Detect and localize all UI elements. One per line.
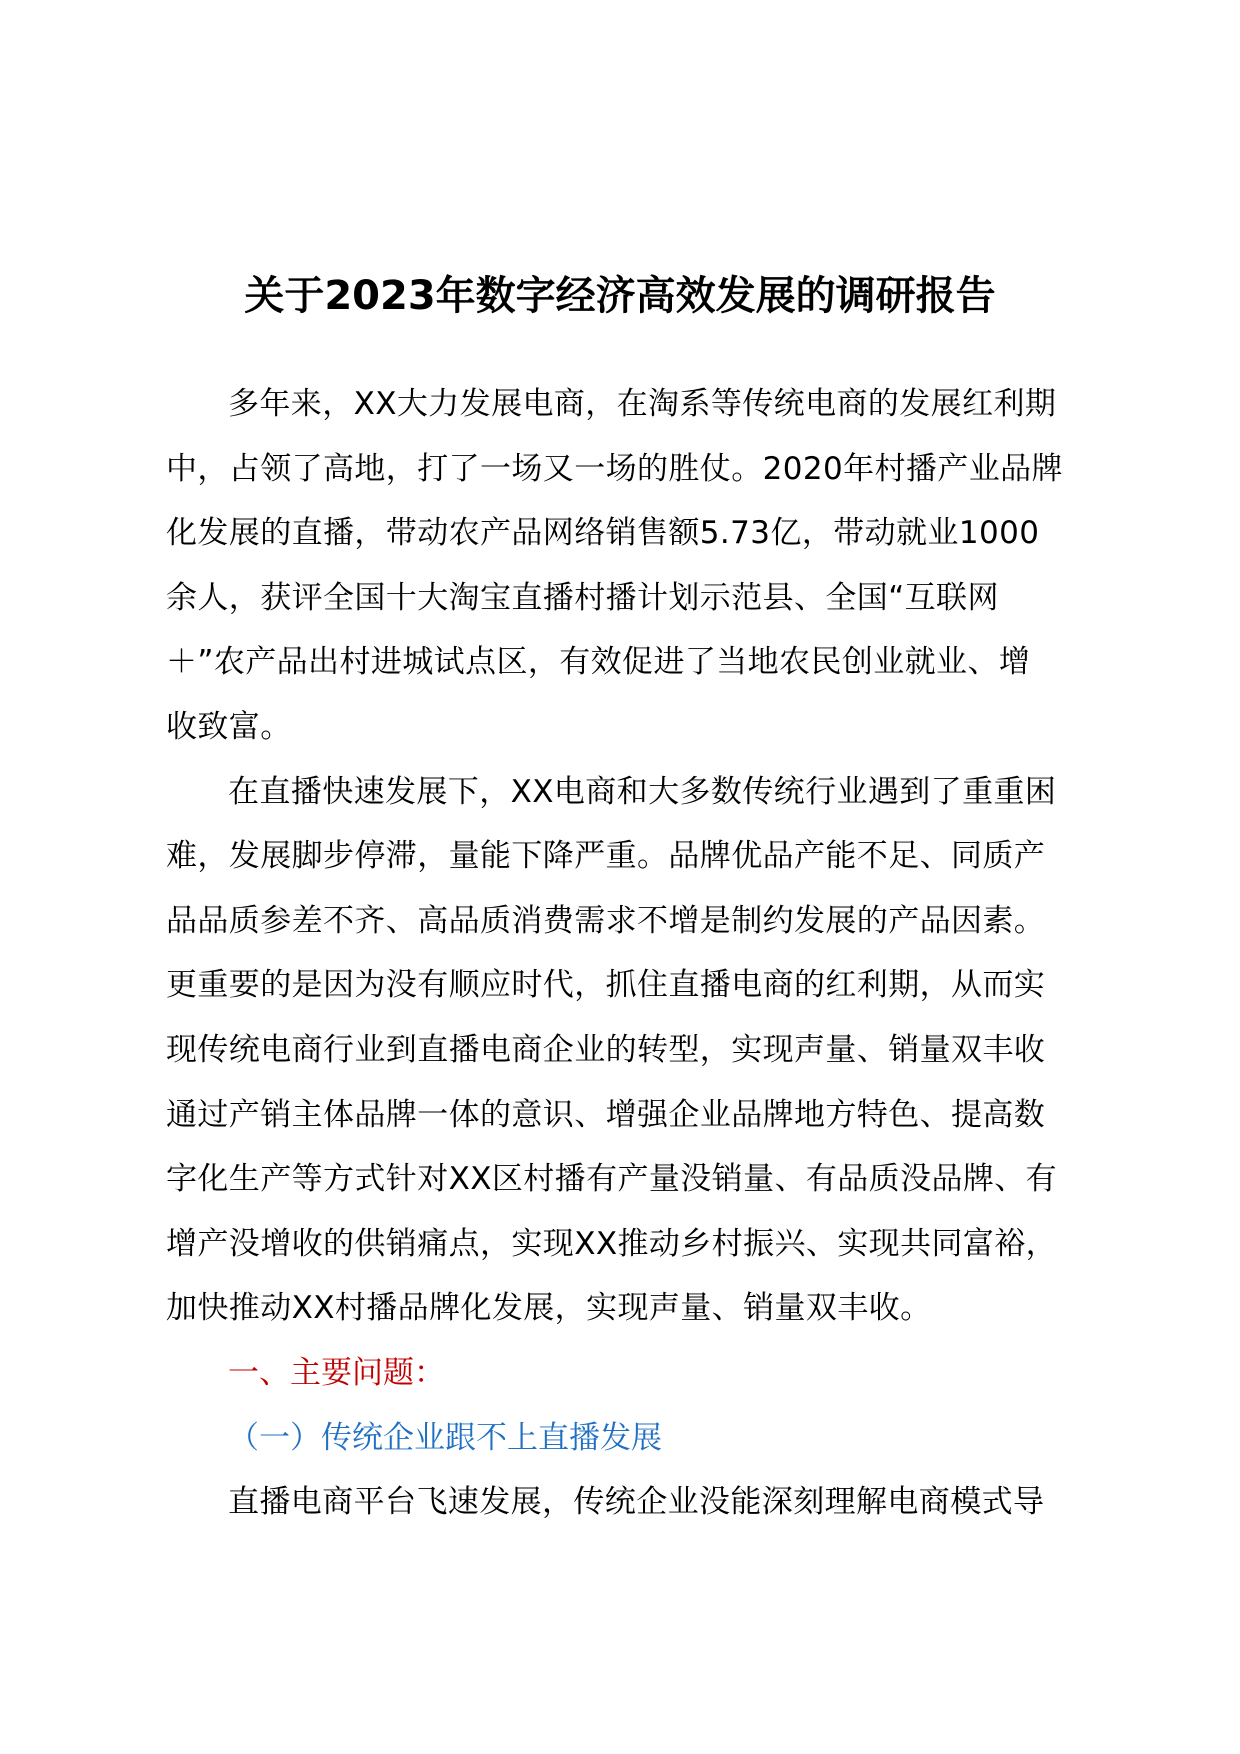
paragraph-line: 收致富。 bbox=[166, 708, 292, 745]
paragraph-line: 化发展的直播，带动农产品网络销售额5.73亿，带动就业1000 bbox=[166, 515, 1040, 552]
paragraph-line: 余人，获评全国十大淘宝直播村播计划示范县、全国“互联网 bbox=[166, 579, 999, 616]
paragraph-line: 现传统电商行业到直播电商企业的转型，实现声量、销量双丰收 bbox=[166, 1031, 1046, 1068]
paragraph-line: 增产没增收的供销痛点，实现XX推动乡村振兴、实现共同富裕， bbox=[166, 1225, 1058, 1262]
paragraph-line: 在直播快速发展下，XX电商和大多数传统行业遇到了重重困 bbox=[228, 773, 1057, 810]
paragraph-line: 中，占领了高地，打了一场又一场的胜仗。2020年村播产业品牌 bbox=[166, 450, 1063, 487]
paragraph-line: 字化生产等方式针对XX区村播有产量没销量、有品质没品牌、有 bbox=[166, 1161, 1058, 1198]
document-body bbox=[166, 372, 1126, 1535]
paragraph-2 bbox=[166, 760, 1126, 1341]
section-heading: 一、主要问题： bbox=[228, 1354, 445, 1391]
paragraph-line: 品品质参差不齐、高品质消费需求不增是制约发展的产品因素。 bbox=[166, 902, 1046, 939]
paragraph-1 bbox=[166, 372, 1126, 760]
subsection-heading: （一）传统企业跟不上直播发展 bbox=[228, 1419, 662, 1456]
document-title: 关于2023年数字经济高效发展的调研报告 bbox=[244, 273, 996, 319]
paragraph-line: 加快推动XX村播品牌化发展，实现声量、销量双丰收。 bbox=[166, 1290, 932, 1327]
paragraph-3 bbox=[166, 1470, 1126, 1535]
paragraph-line: 直播电商平台飞速发展，传统企业没能深刻理解电商模式导 bbox=[228, 1484, 1045, 1521]
paragraph-line: 难，发展脚步停滞，量能下降严重。品牌优品产能不足、同质产 bbox=[166, 838, 1046, 875]
paragraph-line: 多年来，XX大力发展电商，在淘系等传统电商的发展红利期 bbox=[228, 386, 1057, 422]
paragraph-line: 通过产销主体品牌一体的意识、增强企业品牌地方特色、提高数 bbox=[166, 1096, 1046, 1133]
paragraph-line: ＋”农产品出村进城试点区，有效促进了当地农民创业就业、增 bbox=[166, 644, 1031, 681]
paragraph-line: 更重要的是因为没有顺应时代，抓住直播电商的红利期，从而实 bbox=[166, 967, 1046, 1004]
